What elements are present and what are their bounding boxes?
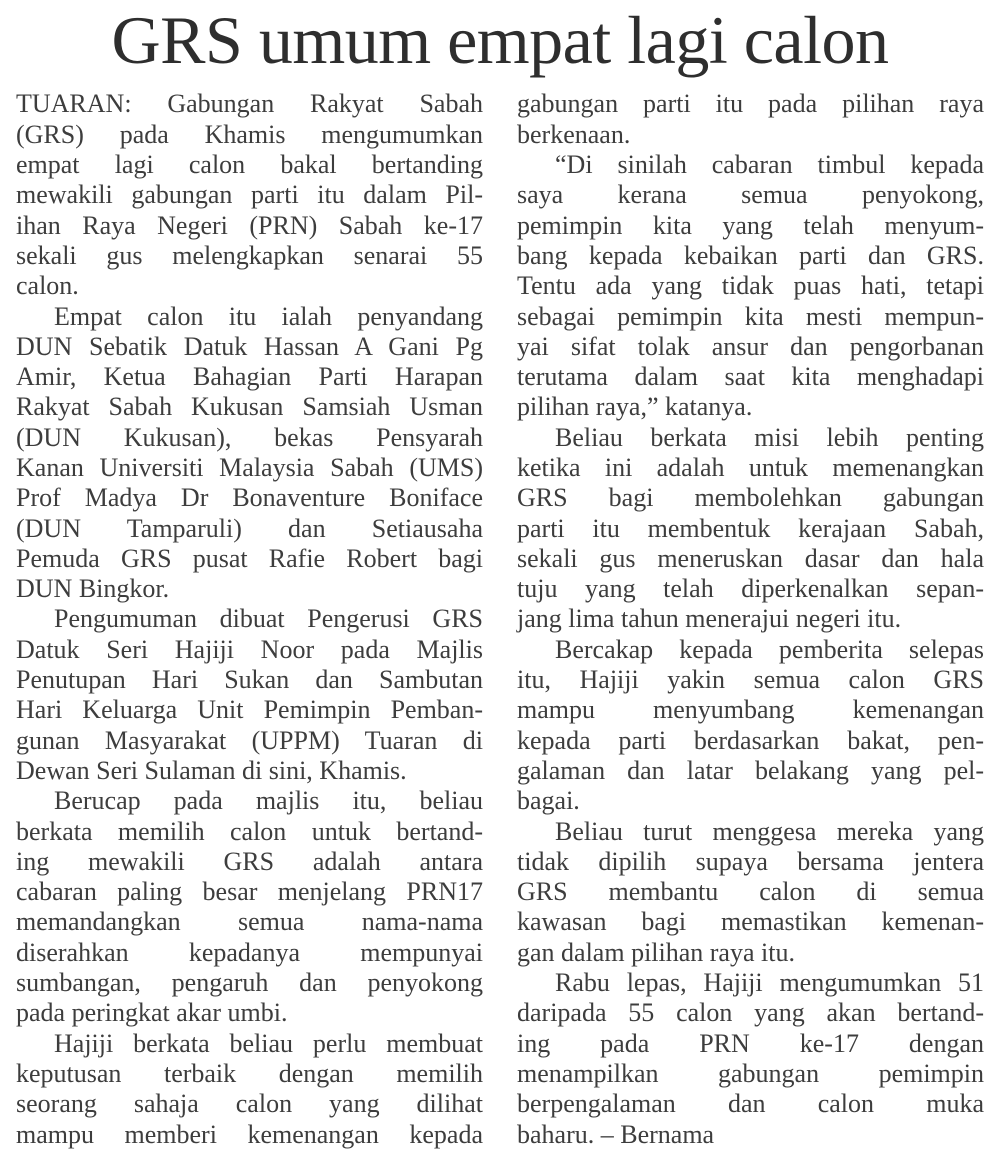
article-line: menampilkan gabungan pemimpin [517,1058,984,1088]
article-line: Pengumuman dibuat Pengerusi GRS [54,604,483,634]
article-line: GRS bagi membolehkan gabungan [517,483,984,513]
article-line: mampu menyumbang kemenangan [517,695,984,725]
article-line: terutama dalam saat kita menghadapi [517,362,984,392]
article-line: seorang sahaja calon yang dilihat [16,1089,483,1119]
article-line: sekali gus melengkapkan senarai 55 [16,240,483,270]
article-line: galaman dan latar belakang yang pel- [517,755,984,785]
article-line: mampu memberi kemenangan kepada [16,1119,483,1149]
article-line: memandangkan semua nama-nama [16,907,483,937]
article-line: baharu. – Bernama [517,1119,715,1149]
article-line: tidak dipilih supaya bersama jentera [517,846,984,876]
article-line: Kanan Universiti Malaysia Sabah (UMS) [16,453,483,482]
article-line: pada peringkat akar umbi. [16,998,288,1028]
article-line: pilihan raya,” katanya. [517,392,753,422]
article-line: Empat calon itu ialah penyandang [54,301,483,331]
article-line: Tentu ada yang tidak puas hati, tetapi [517,271,984,301]
article-line: daripada 55 calon yang akan bertand- [517,998,984,1028]
article-line: (DUN Kukusan), bekas Pensyarah [16,422,483,452]
article-line: kepada parti berdasarkan bakat, pen- [517,725,984,755]
article-line: itu, Hajiji yakin semua calon GRS [517,665,984,695]
article-line: bagai. [517,786,580,816]
article-line: kawasan bagi memastikan kemenan- [517,907,984,937]
article-line: bang kepada kebaikan parti dan GRS. [517,240,984,270]
article-line: (DUN Tamparuli) dan Setiausaha [16,513,483,543]
article-headline: GRS umum empat lagi calon [111,2,889,78]
article-line: keputusan terbaik dengan memilih [16,1058,483,1088]
article-line: sebagai pemimpin kita mesti mempun- [517,301,984,331]
article-line: Hari Keluarga Unit Pemimpin Pemban- [16,695,483,725]
article-line: tuju yang telah diperkenalkan sepan- [517,574,984,604]
article-line: cabaran paling besar menjelang PRN17 [16,877,483,907]
article-column-left [16,89,483,1149]
article-line: berkata memilih calon untuk bertand- [16,816,483,846]
article-line: berpengalaman dan calon muka [517,1089,984,1119]
article-line: Datuk Seri Hajiji Noor pada Majlis [16,634,483,664]
article-line: Pemuda GRS pusat Rafie Robert bagi [16,543,483,573]
article-column-right [517,89,984,1149]
article-line: Bercakap kepada pemberita selepas [555,634,984,664]
article-line: (GRS) pada Khamis mengumumkan [16,119,483,149]
article-line: gabungan parti itu pada pilihan raya [517,89,984,119]
article-line: DUN Bingkor. [16,574,170,604]
article-line: yai sifat tolak ansur dan pengorbanan [517,331,984,361]
article-line: parti itu membentuk kerajaan Sabah, [517,513,984,543]
article-line: gan dalam pilihan raya itu. [517,937,795,967]
article-line: Prof Madya Dr Bonaventure Boniface [16,483,483,513]
article-line: “Di sinilah cabaran timbul kepada [555,150,984,180]
article-line: mewakili gabungan parti itu dalam Pil- [16,180,483,210]
article-line: ing pada PRN ke-17 dengan [517,1028,984,1058]
article-line: Beliau turut menggesa mereka yang [555,816,984,846]
article-line: pemimpin kita yang telah menyum- [517,210,984,240]
article-line: Berucap pada majlis itu, beliau [54,786,483,816]
newspaper-article [0,4,1000,1150]
article-line: saya kerana semua penyokong, [517,180,984,210]
article-line: Dewan Seri Sulaman di sini, Khamis. [16,755,407,785]
article-line: Amir, Ketua Bahagian Parti Harapan [16,362,483,392]
article-line: Penutupan Hari Sukan dan Sambutan [16,665,483,695]
article-line: calon. [16,271,79,301]
article-line: Hajiji berkata beliau perlu membuat [54,1028,483,1058]
article-line: ing mewakili GRS adalah antara [16,846,483,876]
article-line: empat lagi calon bakal bertanding [16,150,483,180]
article-body [16,89,984,1149]
article-line: GRS membantu calon di semua [517,877,984,907]
article-line: ketika ini adalah untuk memenangkan [517,453,984,482]
article-line: Rakyat Sabah Kukusan Samsiah Usman [16,392,483,422]
article-line: DUN Sebatik Datuk Hassan A Gani Pg [16,331,483,361]
article-line: sekali gus meneruskan dasar dan hala [517,543,984,573]
article-line: diserahkan kepadanya mempunyai [16,937,483,967]
article-line: sumbangan, pengaruh dan penyokong [16,968,483,998]
article-line: gunan Masyarakat (UPPM) Tuaran di [16,725,483,755]
article-line: TUARAN: Gabungan Rakyat Sabah [16,89,483,119]
article-line: berkenaan. [517,119,631,149]
article-line: jang lima tahun menerajui negeri itu. [517,604,902,634]
article-line: Rabu lepas, Hajiji mengumumkan 51 [555,968,984,998]
article-line: Beliau berkata misi lebih penting [555,422,984,452]
article-line: ihan Raya Negeri (PRN) Sabah ke-17 [16,210,483,240]
